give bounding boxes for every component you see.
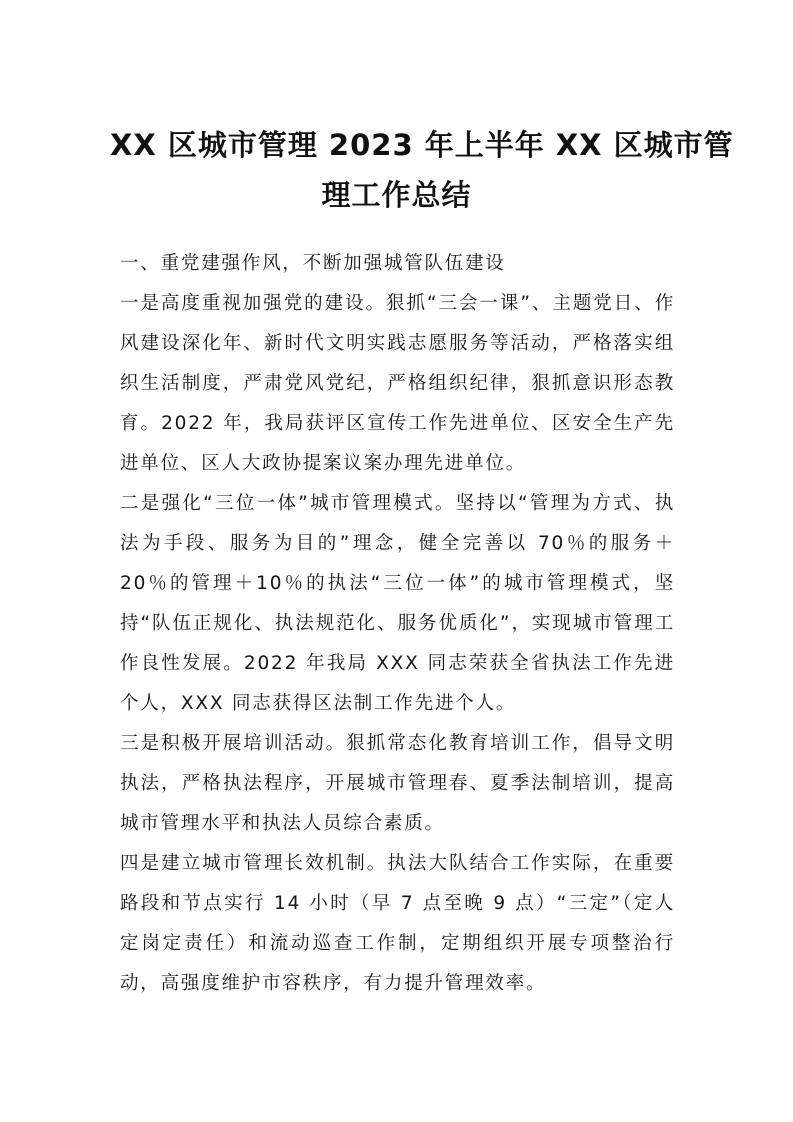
document-title-line-2: 理工作总结	[321, 178, 472, 212]
section-heading: 一、重党建强作风，不断加强城管队伍建设	[120, 253, 506, 274]
document-body	[120, 244, 675, 1004]
paragraph-party-building: 一是高度重视加强党的建设。狠抓“三会一课”、主题党日、作风建设深化年、新时代文明实践志愿服务等活动，严格落实组织生活制度，严肃党风党纪，严格组织纪律，狠抓意识形态教育。2022 年，我局获评区宣传工作先进单位、区安全生产先进单位、区人大政协提案议案办理先进单位。	[120, 293, 675, 474]
document-title	[110, 120, 734, 220]
paragraph-management-model: 二是强化“三位一体”城市管理模式。坚持以“管理为方式、执法为手段、服务为目的”理念，健全完善以 70％的服务＋20％的管理＋10％的执法“三位一体”的城市管理模式，坚持“队伍正规化、执法规范化、服务优质化”，实现城市管理工作良性发展。2022 年我局 XXX 同志荣获全省执法工作先进个人，XXX 同志获得区法制工作先进个人。	[120, 493, 675, 714]
paragraph-training: 三是积极开展培训活动。狠抓常态化教育培训工作，倡导文明执法，严格执法程序，开展城市管理春、夏季法制培训，提高城市管理水平和执法人员综合素质。	[120, 733, 675, 834]
paragraph-long-term-mechanism: 四是建立城市管理长效机制。执法大队结合工作实际，在重要路段和节点实行 14 小时（早 7 点至晚 9 点）“三定”（定人定岗定责任）和流动巡查工作制，定期组织开展专项整治行动，高强度维护市容秩序，有力提升管理效率。	[120, 853, 675, 994]
document-title-line-1: XX 区城市管理 2023 年上半年 XX 区城市管	[110, 128, 734, 162]
